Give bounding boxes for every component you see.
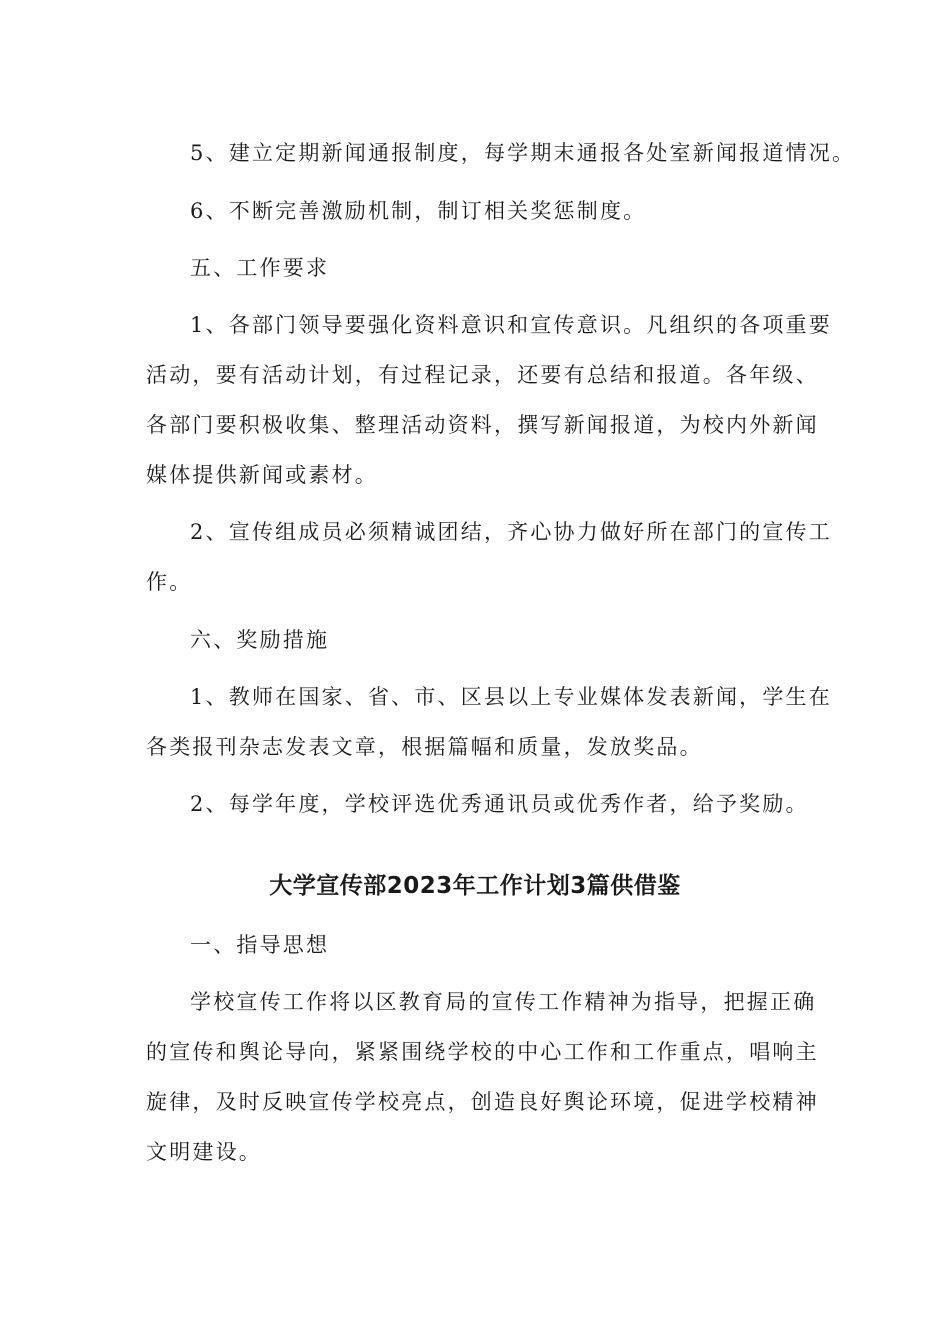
paragraph-line: 各部门要积极收集、整理活动资料，撰写新闻报道，为校内外新闻: [146, 413, 819, 437]
paragraph-line: 文明建设。: [146, 1140, 262, 1164]
paragraph-line: 活动，要有活动计划，有过程记录，还要有总结和报道。各年级、: [146, 363, 819, 387]
paragraph-line: 的宣传和舆论导向，紧紧围绕学校的中心工作和工作重点，唱响主: [146, 1040, 819, 1064]
paragraph-news-report-system: 5、建立定期新闻通报制度，每学期末通报各处室新闻报道情况。: [190, 141, 856, 165]
heading-work-requirements: 五、工作要求: [190, 256, 330, 280]
paragraph-line: 2、每学年度，学校评选优秀通讯员或优秀作者，给予奖励。: [190, 792, 809, 816]
paragraph-line: 媒体提供新闻或素材。: [146, 463, 378, 487]
paragraph-line: 旋律，及时反映宣传学校亮点，创造良好舆论环境，促进学校精神: [146, 1090, 819, 1114]
paragraph-line: 学校宣传工作将以区教育局的宣传工作精神为指导，把握正确: [190, 990, 817, 1014]
heading-reward-measures: 六、奖励措施: [190, 628, 330, 652]
paragraph-incentive-mechanism: 6、不断完善激励机制，制订相关奖惩制度。: [190, 199, 647, 223]
document-title: 大学宣传部2023年工作计划3篇供借鉴: [269, 873, 681, 899]
paragraph-line: 2、宣传组成员必须精诚团结，齐心协力做好所在部门的宣传工: [190, 520, 832, 544]
paragraph-line: 1、各部门领导要强化资料意识和宣传意识。凡组织的各项重要: [190, 313, 832, 337]
heading-guiding-ideology: 一、指导思想: [190, 933, 330, 957]
paragraph-line: 各类报刊杂志发表文章，根据篇幅和质量，发放奖品。: [146, 735, 703, 759]
paragraph-line: 作。: [146, 570, 193, 594]
paragraph-line: 1、教师在国家、省、市、区县以上专业媒体发表新闻，学生在: [190, 685, 832, 709]
